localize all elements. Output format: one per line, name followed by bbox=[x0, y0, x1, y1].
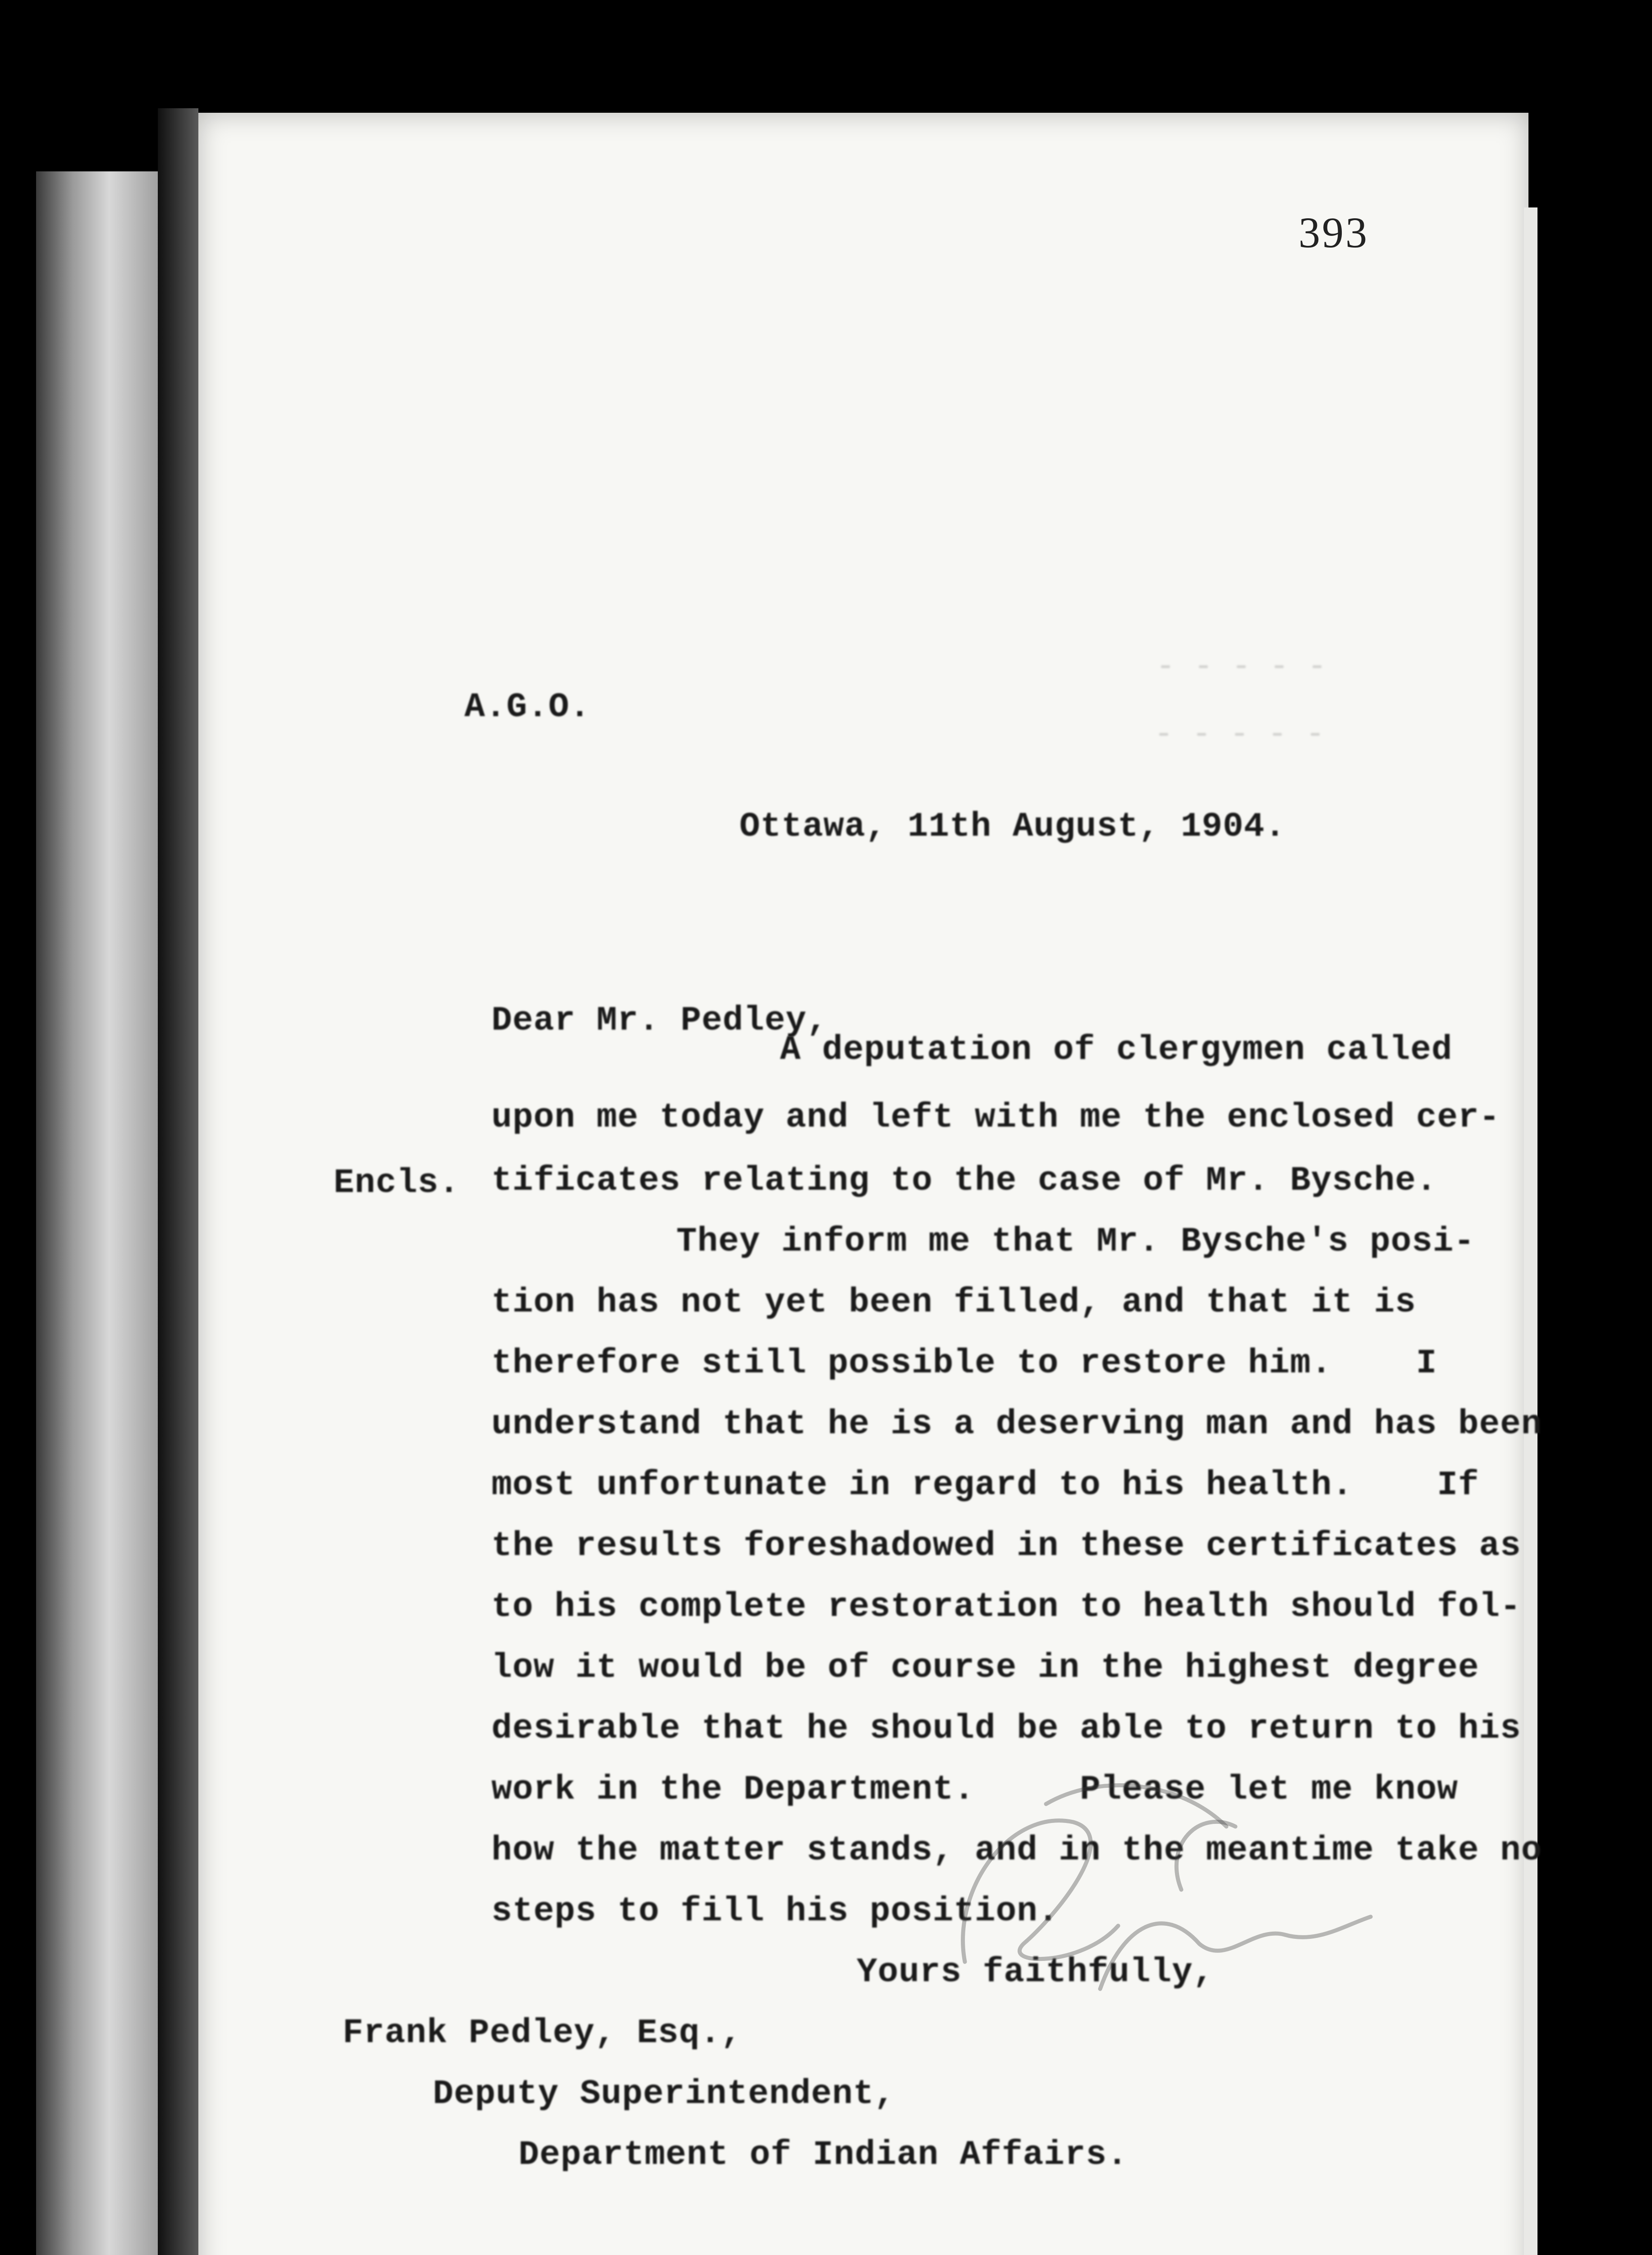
bleed-through: - - - - - bbox=[1118, 649, 1327, 685]
letter-salutation: Dear Mr. Pedley, bbox=[491, 1001, 828, 1040]
body-line: therefore still possible to restore him. I bbox=[491, 1344, 1437, 1383]
body-line: most unfortunate in regard to his health. If bbox=[491, 1466, 1479, 1505]
body-line: understand that he is a deserving man and has been bbox=[491, 1405, 1542, 1444]
body-line: the results foreshadowed in these certificates as bbox=[491, 1527, 1521, 1565]
body-line: tion has not yet been filled, and that it is bbox=[491, 1283, 1416, 1322]
enclosure-note: Encls. bbox=[334, 1164, 460, 1202]
body-line: steps to fill his position. bbox=[491, 1892, 1059, 1931]
body-line: desirable that he should be able to return to his bbox=[491, 1709, 1521, 1748]
addressee-department: Department of Indian Affairs. bbox=[519, 2135, 1128, 2174]
body-line: work in the Department. Please let me know bbox=[491, 1770, 1458, 1809]
body-line: low it would be of course in the highest degree bbox=[491, 1648, 1479, 1687]
body-line: how the matter stands, and in the meantime take no bbox=[491, 1831, 1542, 1870]
binding-shadow bbox=[158, 108, 198, 2255]
page-number: 393 bbox=[1299, 208, 1369, 257]
page-binding bbox=[36, 171, 158, 2255]
sheet-edge bbox=[1524, 207, 1537, 2255]
body-line: to his complete restoration to health should fol- bbox=[491, 1588, 1521, 1626]
body-line: They inform me that Mr. Bysche's posi- bbox=[676, 1222, 1475, 1261]
signature-mark bbox=[911, 1754, 1380, 1998]
letter-closing: Yours faithfully, bbox=[857, 1953, 1214, 1992]
letter-reference: A.G.O. bbox=[464, 688, 591, 727]
addressee-name: Frank Pedley, Esq., bbox=[343, 2014, 742, 2053]
letter-date: Ottawa, 11th August, 1904. bbox=[739, 807, 1286, 846]
bleed-through: - - - - - bbox=[1154, 717, 1325, 753]
body-line: upon me today and left with me the enclosed cer- bbox=[491, 1098, 1501, 1137]
body-line: A deputation of clergymen called bbox=[780, 1031, 1453, 1069]
addressee-title: Deputy Superintendent, bbox=[433, 2075, 895, 2113]
body-line: tificates relating to the case of Mr. Bysche. bbox=[491, 1161, 1437, 1200]
